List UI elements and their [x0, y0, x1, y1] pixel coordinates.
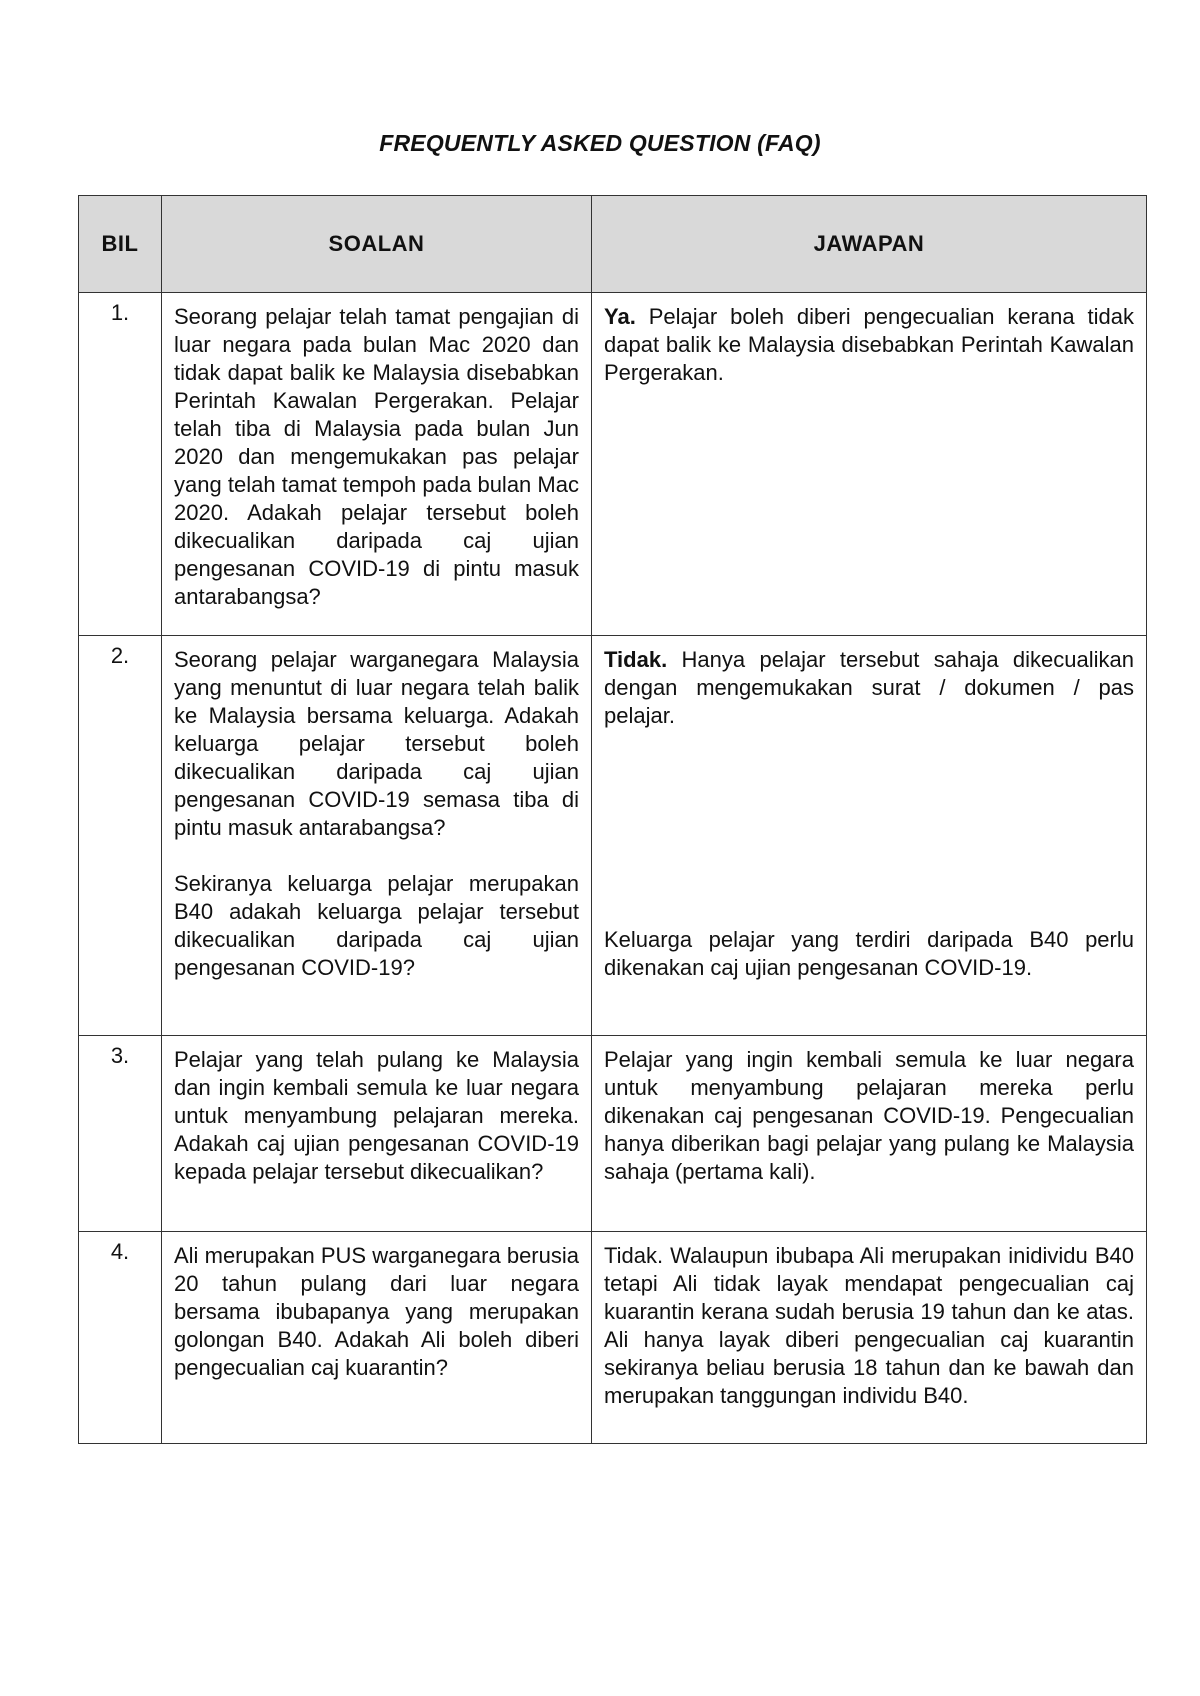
row-number: 4. [79, 1232, 162, 1444]
table-header-row [79, 196, 1147, 293]
answer-body: Hanya pelajar tersebut sahaja dikecualikan dengan mengemukakan surat / dokumen / pas pelajar. [604, 647, 1134, 728]
table-row [79, 636, 1147, 1036]
answer-text [604, 646, 1134, 730]
answer-cell [592, 1232, 1147, 1444]
table-row [79, 293, 1147, 636]
answer-lead: Tidak. [604, 647, 668, 672]
header-soalan: SOALAN [162, 196, 592, 293]
question-cell [162, 1232, 592, 1444]
row-number: 3. [79, 1036, 162, 1232]
question-text: Ali merupakan PUS warganegara berusia 20 tahun pulang dari luar negara bersama ibubapanya yang merupakan golongan B40. Adakah Ali boleh diberi pengecualian caj kuarantin? [174, 1243, 579, 1380]
question-text: Seorang pelajar warganegara Malaysia yang menuntut di luar negara telah balik ke Malaysia bersama keluarga. Adakah keluarga pelajar tersebut boleh dikecualikan daripada caj ujian pengesanan COVID-19 semasa tiba di pintu masuk antarabangsa? [174, 647, 579, 840]
table-row [79, 1036, 1147, 1232]
faq-table [78, 195, 1147, 1444]
answer-text: Pelajar yang ingin kembali semula ke luar negara untuk menyambung pelajaran mereka perlu dikenakan caj pengesanan COVID-19. Pengecualian hanya diberikan bagi pelajar yang pulang ke Malaysia sahaja (pertama kali). [604, 1047, 1134, 1184]
answer-text: Tidak. Walaupun ibubapa Ali merupakan inidividu B40 tetapi Ali tidak layak mendapat pengecualian caj kuarantin kerana sudah berusia 19 tahun dan ke atas. Ali hanya layak diberi pengecualian caj kuarantin sekiranya beliau berusia 18 tahun dan ke bawah dan merupakan tanggungan individu B40. [604, 1243, 1134, 1408]
answer-lead: Ya. [604, 304, 636, 329]
answer-cell [592, 293, 1147, 636]
table-row [79, 1232, 1147, 1444]
row-number: 2. [79, 636, 162, 1036]
answer-cell [592, 636, 1147, 1036]
sub-answer-text: Keluarga pelajar yang terdiri daripada B40 perlu dikenakan caj ujian pengesanan COVID-19. [604, 927, 1134, 980]
header-bil: BIL [79, 196, 162, 293]
question-cell [162, 293, 592, 636]
sub-question-text: Sekiranya keluarga pelajar merupakan B40 adakah keluarga pelajar tersebut dikecualikan daripada caj ujian pengesanan COVID-19? [174, 871, 579, 980]
question-text: Pelajar yang telah pulang ke Malaysia dan ingin kembali semula ke luar negara untuk menyambung pelajaran mereka. Adakah caj ujian pengesanan COVID-19 kepada pelajar tersebut dikecualikan? [174, 1047, 579, 1184]
row-number: 1. [79, 293, 162, 636]
question-cell [162, 1036, 592, 1232]
answer-body: Pelajar boleh diberi pengecualian kerana tidak dapat balik ke Malaysia disebabkan Perintah Kawalan Pergerakan. [604, 304, 1134, 385]
answer-cell [592, 1036, 1147, 1232]
header-jawapan: JAWAPAN [592, 196, 1147, 293]
answer-text [604, 303, 1134, 387]
document-title: FREQUENTLY ASKED QUESTION (FAQ) [379, 130, 821, 156]
question-cell [162, 636, 592, 1036]
question-text: Seorang pelajar telah tamat pengajian di luar negara pada bulan Mac 2020 dan tidak dapat balik ke Malaysia disebabkan Perintah Kawalan Pergerakan. Pelajar telah tiba di Malaysia pada bulan Jun 2020 dan mengemukakan pas pelajar yang telah tamat tempoh pada bulan Mac 2020. Adakah pelajar tersebut boleh dikecualikan daripada caj ujian pengesanan COVID-19 di pintu masuk antarabangsa? [174, 304, 579, 609]
